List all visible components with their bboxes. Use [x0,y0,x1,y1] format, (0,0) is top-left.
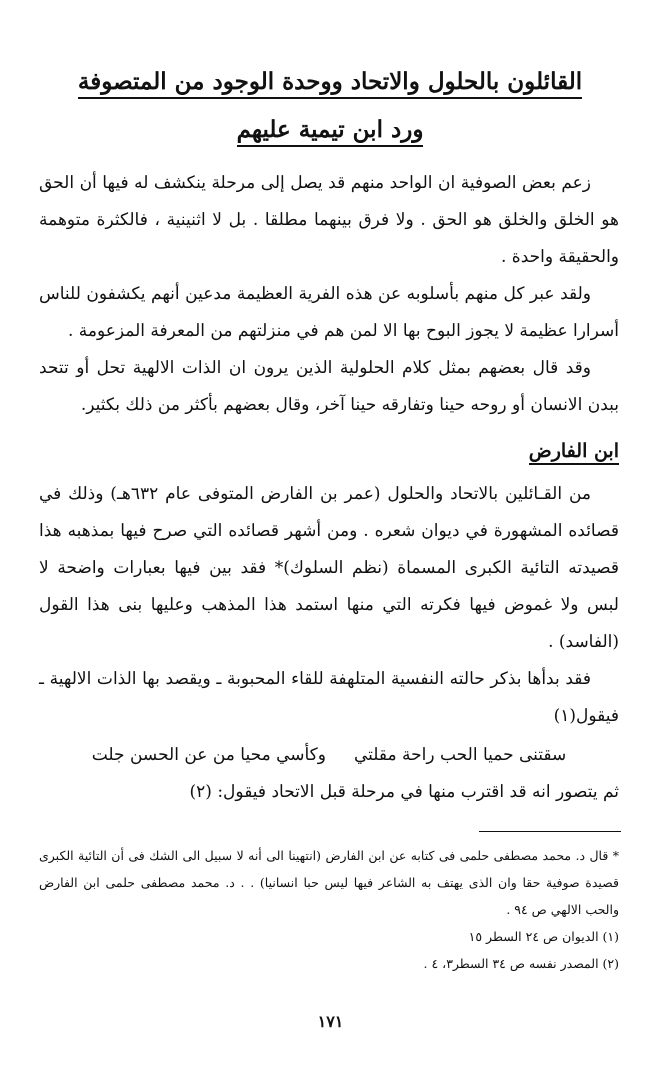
verse-hemistich-1: سقتنى حميا الحب راحة مقلتي [353,745,567,765]
page-title-line-2: ورد ابن تيمية عليهم [60,110,600,150]
footnote-divider [479,831,621,832]
footnote-1: (١) الديوان ص ٢٤ السطر ١٥ [468,929,619,944]
footnotes [39,842,619,977]
after-verse-line: ثم يتصور انه قد اقترب منها في مرحلة قبل الاتحاد فيقول: (٢) [189,782,619,802]
footnote-2: (٢) المصدر نفسه ص ٣٤ السطر٣، ٤ . [423,956,619,971]
page-title-line-1: القائلون بالحلول والاتحاد ووحدة الوجود من المتصوفة [60,62,600,102]
section-paragraph-2: فقد بدأها بذكر حالته النفسية المتلهفة للقاء المحبوبة ـ ويقصد بها الذات الالهية ـ فيقول(١) [39,669,619,726]
footnote-star: * قال د. محمد مصطفى حلمى فى كتابه عن ابن الفارض (انتهينا الى أنه لا سبيل الى الشك فى أن التائية الكبرى قصيدة صوفية حقا وان الذى يهتف به الشاعر فيها ليس حبا انسانيا) . . د. محمد مصطفى حلمى ابن الفارض والحب الالهي ص ٩٤ . [39,848,619,917]
page-number: ١٧١ [317,1012,344,1031]
verse-hemistich-2: وكأسي محيا من عن الحسن جلت [91,745,326,765]
poem-verse [39,737,619,774]
section-heading: ابن الفارض [39,432,619,470]
paragraph-3: وقد قال بعضهم بمثل كلام الحلولية الذين يرون ان الذات الالهية تحل أو تتحد ببدن الانسان أو روحه حينا وتفارقه حينا آخر، وقال بعضهم بأكثر من ذلك بكثير. [39,358,619,415]
paragraph-2: ولقد عبر كل منهم بأسلوبه عن هذه الفرية العظيمة مدعين أنهم يكشفون للناس أسرارا عظيمة لا يجوز البوح بها الا لمن هم في منزلتهم من المعرفة المزعومة . [39,284,619,341]
main-text [39,165,619,811]
section-paragraph-1: من القـائلين بالاتحاد والحلول (عمر بن الفارض المتوفى عام ٦٣٢هـ) وذلك في قصائده المشهورة في ديوان شعره . ومن أشهر قصائده التي صرح فيها بمذهبه هذا قصيدته التائية الكبرى المسماة (نظم السلوك)* فقد بين فيها بعبارات واضحة لا لبس ولا غموض فيها فكرته التي منها استمد هذا المذهب وعليها بنى هذا القول (الفاسد) . [39,484,619,652]
paragraph-1: زعم بعض الصوفية ان الواحد منهم قد يصل إلى مرحلة ينكشف له فيها أن الحق هو الخلق والخلق هو الحق . ولا فرق بينهما مطلقا . بل لا اثنينية ، فالكثرة متوهمة والحقيقة واحدة . [39,173,619,267]
